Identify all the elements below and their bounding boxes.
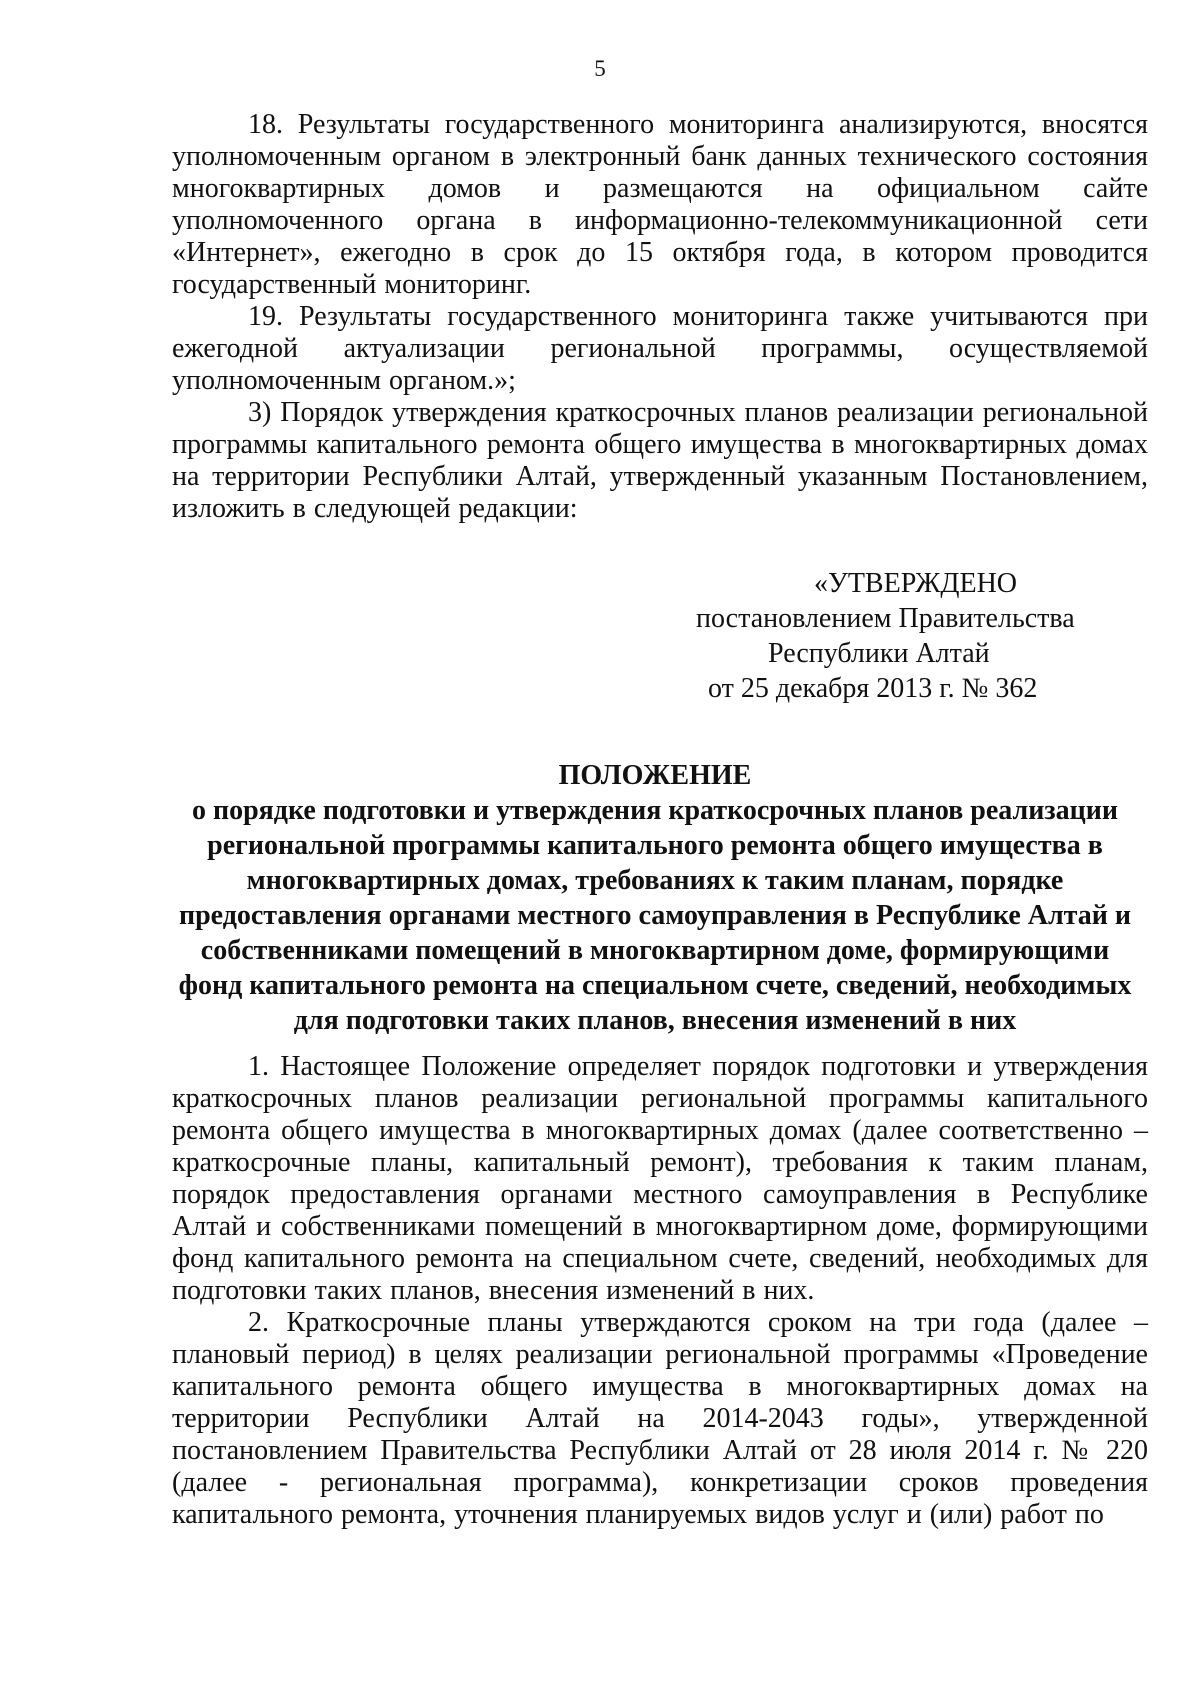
paragraph-19: 19. Результаты государственного мониторинга также учитываются при ежегодной актуализации региональной программы, осуществляемой уполномоченным органом.»; <box>172 301 1148 396</box>
paragraph-18: 18. Результаты государственного мониторинга анализируются, вносятся уполномоченным органом в электронный банк данных технического состояния многоквартирных домов и размещаются на официальном сайте уполномоченного органа в информационно-телекоммуникационной сети «Интернет», ежегодно в срок до 15 октября года, в котором проводится государственный мониторинг. <box>172 109 1148 300</box>
bottom-text-block <box>172 1051 1148 1531</box>
title-line: о порядке подготовки и утверждения краткосрочных планов реализации <box>191 795 1119 826</box>
title-line: предоставления органами местного самоуправления в Республике Алтай и <box>178 900 1132 931</box>
paragraph-1: 1. Настоящее Положение определяет порядок подготовки и утверждения краткосрочных планов реализации региональной программы капитального ремонта общего имущества в многоквартирных домах (далее соответственно – краткосрочные планы, капитальный ремонт), требования к таким планам, порядок предоставления органами местного самоуправления в Республике Алтай и собственниками помещений в многоквартирном доме, формирующими фонд капитального ремонта на специальном счете, сведений, необходимых для подготовки таких планов, внесения изменений в них. <box>172 1051 1148 1306</box>
title-line: для подготовки таких планов, внесения изменений в них <box>293 1005 1017 1036</box>
approval-line-republic: Республики Алтай <box>768 638 990 669</box>
title-line: фонд капитального ремонта на специальном счете, сведений, необходимых <box>178 970 1132 1001</box>
title-line: собственниками помещений в многоквартирном доме, формирующими <box>200 935 1110 966</box>
approval-line-date: от 25 декабря 2013 г. № 362 <box>708 673 1038 704</box>
page-number: 5 <box>594 56 606 81</box>
paragraph-item-3: 3) Порядок утверждения краткосрочных планов реализации региональной программы капитального ремонта общего имущества в многоквартирных домах на территории Республики Алтай, утвержденный указанным Постановлением, изложить в следующей редакции: <box>172 397 1148 524</box>
title-line: многоквартирных домах, требованиях к таким планам, порядке <box>246 865 1064 896</box>
regulation-title <box>160 758 1150 1038</box>
title-heading: ПОЛОЖЕНИЕ <box>558 760 752 791</box>
paragraph-2: 2. Краткосрочные планы утверждаются сроком на три года (далее – плановый период) в целях реализации региональной программы «Проведение капитального ремонта общего имущества в многоквартирных домах на территории Республики Алтай на 2014-2043 годы», утвержденной постановлением Правительства Республики Алтай от 28 июля 2014 г. № 220 (далее - региональная программа), конкретизации сроков проведения капитального ремонта, уточнения планируемых видов услуг и (или) работ по <box>172 1307 1148 1530</box>
approval-line-decree: постановлением Правительства <box>696 603 1075 634</box>
approval-stamp-block <box>690 566 1130 706</box>
title-line: региональной программы капитального ремонта общего имущества в <box>207 830 1103 861</box>
approval-line-approved: «УТВЕРЖДЕНО <box>814 568 1018 599</box>
top-text-block <box>172 109 1148 525</box>
